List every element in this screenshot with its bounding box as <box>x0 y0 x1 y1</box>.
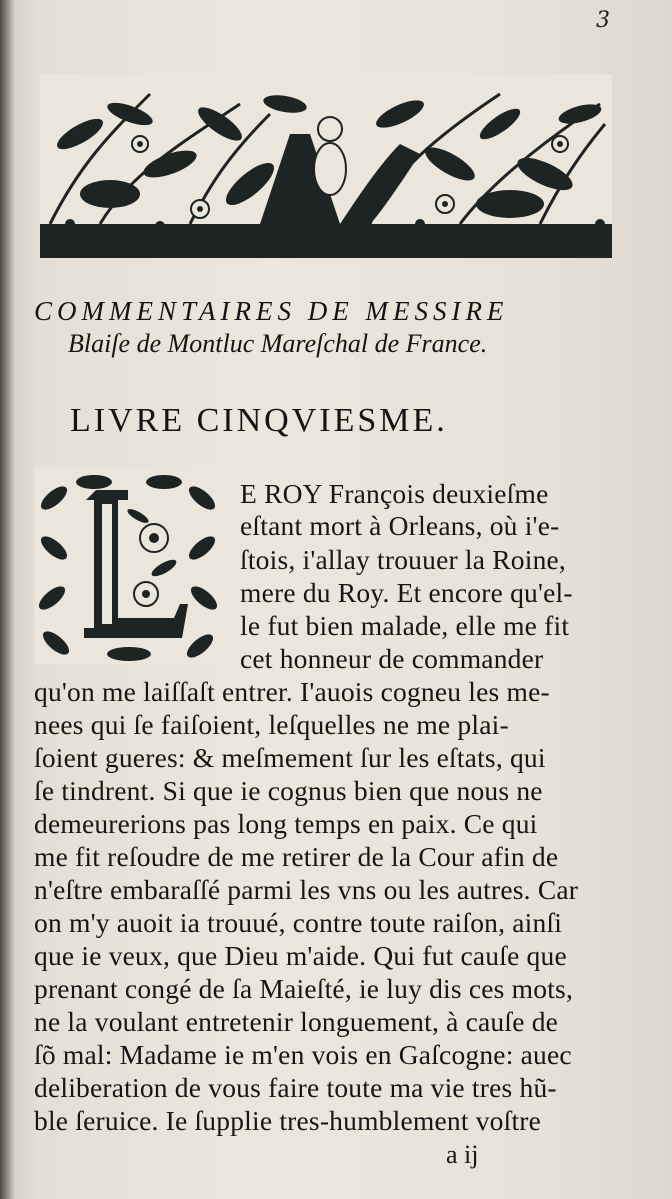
text-line: ſtois, i'allay trouuer la Roine, <box>240 544 567 575</box>
heading-line-1: COMMENTAIRES DE MESSIRE <box>34 296 509 326</box>
text-line: ſe tindrent. Si que ie cognus bien que nous ne <box>34 775 543 806</box>
signature-mark: a ij <box>446 1140 479 1169</box>
text-line: eſtant mort à Orleans, où i'e- <box>240 510 560 541</box>
text-line: mere du Roy. Et encore qu'el- <box>240 577 573 608</box>
book-title: LIVRE CINQVIESME. <box>70 402 448 439</box>
book-gutter <box>0 0 14 1199</box>
decorated-initial-l <box>34 468 222 664</box>
text-line: deliberation de vous faire toute ma vie tres hũ- <box>34 1072 557 1103</box>
text-line: n'eſtre embaraſſé parmi les vns ou les autres. Car <box>34 874 579 905</box>
text-line: ſoient gueres: & meſmement ſur les eſtats, qui <box>34 742 546 773</box>
chapter-heading <box>34 296 614 359</box>
text-line: me fit reſoudre de me retirer de la Cour afin de <box>34 841 559 872</box>
text-line: prenant congé de ſa Maieſté, ie luy dis ces mots, <box>34 973 574 1004</box>
page-number: 3 <box>596 8 610 33</box>
text-line: demeurerions pas long temps en paix. Ce qui <box>34 808 538 839</box>
text-line: cet honneur de commander <box>240 643 544 674</box>
text-line: le fut bien malade, elle me fit <box>240 610 570 641</box>
text-line: ne la voulant entretenir longuement, à cauſe de <box>34 1006 559 1037</box>
text-line: qu'on me laiſſaſt entrer. I'auois cogneu les me- <box>34 676 550 707</box>
text-line: ble ſeruice. Ie ſupplie tres-humblement voſtre <box>34 1105 542 1136</box>
text-line: que ie veux, que Dieu m'aide. Qui fut cauſe que <box>34 940 567 971</box>
ornamental-headpiece <box>40 74 612 258</box>
text-line: ſõ mal: Madame ie m'en vois en Gaſcogne: auec <box>34 1039 572 1070</box>
text-line: nees qui ſe faiſoient, leſquelles ne me plai- <box>34 709 509 740</box>
text-line: on m'y auoit ia trouué, contre toute raiſon, ainſi <box>34 907 563 938</box>
heading-line-2: Blaiſe de Montluc Mareſchal de France. <box>68 329 488 358</box>
text-line: E ROY François deuxieſme <box>240 478 549 509</box>
